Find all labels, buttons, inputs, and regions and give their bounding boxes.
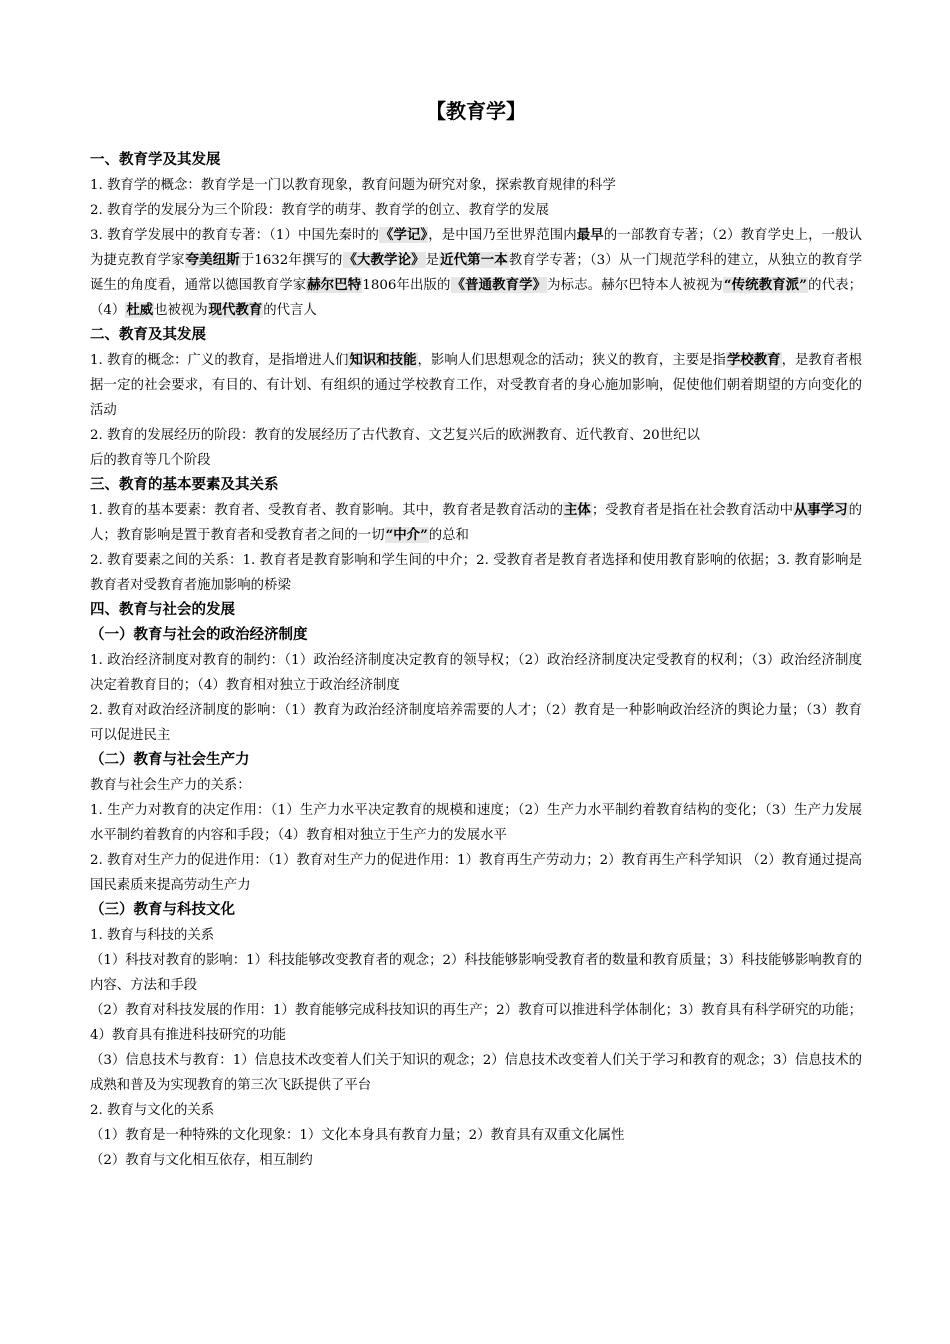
section-heading-1: 一、教育学及其发展 [90, 152, 221, 168]
text-run: 的代表；（4） [90, 278, 863, 318]
text-run: 的人；教育影响是置于教育者和受教育者之间的一切 [90, 503, 863, 543]
text-run: 3. 教育学发展中的教育专著：（1）中国先秦时的 [90, 228, 379, 243]
text-run: 为标志。赫尔巴特本人被视为 [547, 278, 723, 293]
paragraph-4-3-6: （2）教育与文化相互依存，相互制约 [90, 1153, 313, 1168]
paragraph-1-2: 2. 教育学的发展分为三个阶段：教育学的萌芽、教育学的创立、教育学的发展 [90, 203, 549, 218]
text-run: 于1632年撰写的 [240, 253, 343, 268]
paragraph-4-3-4: 2. 教育与文化的关系 [90, 1103, 215, 1118]
keyword-modern-education: 现代教育 [208, 302, 263, 318]
paragraph-2-1 [90, 348, 862, 423]
paragraph-3-1 [90, 498, 862, 548]
text-run: 的代言人 [263, 303, 317, 318]
paragraph-4-2-0: 教育与社会生产力的关系： [90, 778, 251, 793]
text-run: 是 [425, 253, 440, 268]
keyword-medium: “中介” [385, 527, 428, 543]
section-heading-4: 四、教育与社会的发展 [90, 602, 235, 618]
document-page [90, 96, 862, 1173]
text-run: 教育学专著；（3）从一门规范学科的建立，从独立的教育学诞生的角度看，通常以德国教育学家 [90, 253, 863, 293]
paragraph-3-2: 2. 教育要素之间的关系：1. 教育者是教育影响和学生间的中介；2. 受教育者是教育者选择和使用教育影响的依据；3. 教育影响是教育者对受教育者施加影响的桥梁 [90, 553, 862, 593]
paragraph-1-1: 1. 教育学的概念：教育学是一门以教育现象，教育问题为研究对象，探索教育规律的科学 [90, 178, 616, 193]
text-run: 1. 教育的基本要素：教育者、受教育者、教育影响。其中，教育者是教育活动的 [90, 503, 563, 518]
text-run: 的一部教育专著；（2）教育学史上，一般认为捷克教育学家 [90, 228, 863, 268]
text-run: ；受教育者是指在社会教育活动中 [591, 503, 793, 518]
keyword-great-didactic: 《大教学论》 [343, 252, 425, 268]
keyword-herbart: 赫尔巴特 [307, 277, 362, 293]
keyword-subject: 主体 [564, 502, 591, 518]
text-run: ，是教育者根据一定的社会要求，有目的、有计划、有组织的通过学校教育工作，对受教育者的身心施加影响，促使他们朝着期望的方向变化的活动 [90, 353, 863, 418]
keyword-earliest: 最早 [576, 227, 604, 243]
paragraph-2-2b: 后的教育等几个阶段 [90, 453, 211, 468]
subsection-heading-4-1: （一）教育与社会的政治经济制度 [90, 627, 308, 643]
paragraph-4-2-2: 2. 教育对生产力的促进作用：（1）教育对生产力的促进作用：1）教育再生产劳动力；2）教育再生产科学知识 （2）教育通过提高国民素质来提高劳动生产力 [90, 853, 862, 893]
text-run: 1806年出版的 [362, 278, 451, 293]
text-run: ，是中国乃至世界范围内 [428, 228, 577, 243]
paragraph-4-3-0: 1. 教育与科技的关系 [90, 928, 215, 943]
paragraph-4-3-1: （1）科技对教育的影响：1）科技能够改变教育者的观念；2）科技能够影响受教育者的数量和教育质量；3）科技能够影响教育的内容、方法和手段 [90, 953, 862, 993]
paragraph-4-3-3: （3）信息技术与教育：1）信息技术改变着人们关于知识的观念；2）信息技术改变着人们关于学习和教育的观念；3）信息技术的成熟和普及为实现教育的第三次飞跃提供了平台 [90, 1053, 862, 1093]
paragraph-1-3 [90, 223, 862, 323]
paragraph-2-2: 2. 教育的发展经历的阶段：教育的发展经历了古代教育、文艺复兴后的欧洲教育、近代教育、20世纪以 [90, 428, 700, 443]
keyword-dewey: 杜威 [126, 302, 154, 318]
keyword-learning: 从事学习 [793, 502, 848, 518]
subsection-heading-4-2: （二）教育与社会生产力 [90, 752, 250, 768]
keyword-first-modern: 近代第一本 [440, 252, 508, 268]
text-run: ，影响人们思想观念的活动；狭义的教育，主要是指 [417, 353, 726, 368]
keyword-comenius: 夸美纽斯 [185, 252, 240, 268]
paragraph-4-1-1: 1. 政治经济制度对教育的制约：（1）政治经济制度决定教育的领导权；（2）政治经济制度决定受教育的权利；（3）政治经济制度决定着教育目的；（4）教育相对独立于政治经济制度 [90, 653, 862, 693]
paragraph-4-3-5: （1）教育是一种特殊的文化现象：1）文化本身具有教育力量；2）教育具有双重文化属性 [90, 1128, 625, 1143]
section-heading-2: 二、教育及其发展 [90, 327, 206, 343]
paragraph-4-3-2: （2）教育对科技发展的作用：1）教育能够完成科技知识的再生产；2）教育可以推进科学体制化；3）教育具有科学研究的功能；4）教育具有推进科技研究的功能 [90, 1003, 862, 1043]
text-run: 的总和 [428, 528, 469, 543]
keyword-school-education: 学校教育 [726, 352, 781, 368]
keyword-knowledge-skill: 知识和技能 [349, 352, 417, 368]
keyword-general-pedagogy: 《普通教育学》 [451, 277, 547, 293]
keyword-xueji: 《学记》 [380, 227, 428, 243]
section-heading-3: 三、教育的基本要素及其关系 [90, 477, 279, 493]
keyword-traditional-school: “传统教育派” [723, 277, 807, 293]
text-run: 1. 教育的概念：广义的教育，是指增进人们 [90, 353, 349, 368]
subsection-heading-4-3: （三）教育与科技文化 [90, 902, 235, 918]
text-run: 也被视为 [154, 303, 208, 318]
page-title: 【教育学】 [426, 99, 526, 123]
paragraph-4-1-2: 2. 教育对政治经济制度的影响：（1）教育为政治经济制度培养需要的人才；（2）教育是一种影响政治经济的舆论力量；（3）教育可以促进民主 [90, 703, 862, 743]
paragraph-4-2-1: 1. 生产力对教育的决定作用：（1）生产力水平决定教育的规模和速度；（2）生产力水平制约着教育结构的变化；（3）生产力发展水平制约着教育的内容和手段；（4）教育相对独立于生产力的发展水平 [90, 803, 862, 843]
